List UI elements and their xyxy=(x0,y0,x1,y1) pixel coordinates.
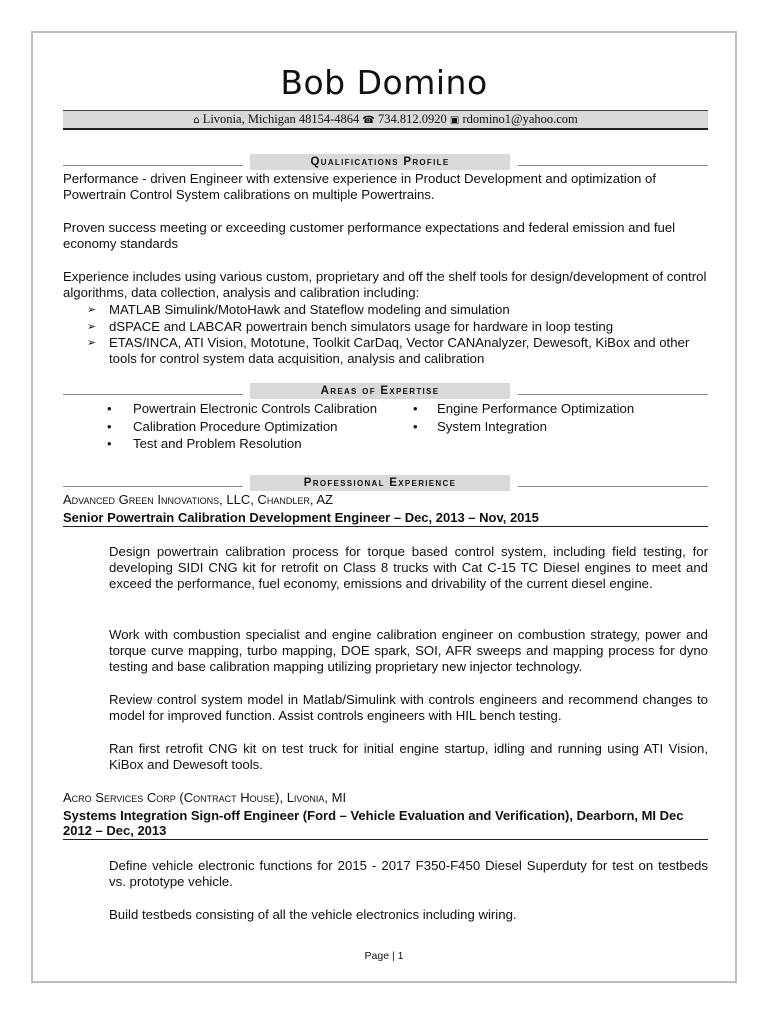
job-title: Systems Integration Sign-off Engineer (Ford – Vehicle Evaluation and Verification), Dearborn, MI Dec 2012 – Dec, 2013 xyxy=(63,808,708,840)
expertise-item: Test and Problem Resolution xyxy=(133,436,302,451)
job-title: Senior Powertrain Calibration Development Engineer – Dec, 2013 – Nov, 2015 xyxy=(63,510,708,527)
qualification-paragraph: Experience includes using various custom, proprietary and off the shelf tools for design/development of control algorithms, data collection, analysis and calibration including: xyxy=(63,269,707,300)
job-company: Acro Services Corp (Contract House), Livonia, MI xyxy=(63,790,347,805)
page-number: Page | 1 xyxy=(364,950,404,962)
section-qualifications xyxy=(63,154,708,170)
job-paragraph: Design powertrain calibration process for torque based control system, including field testing, for developing SIDI CNG kit for retrofit on Class 8 trucks with Cat C-15 TC Diesel engines to meet and exceed the performance, fuel economy, emissions and drivability of the current diesel engine. xyxy=(109,544,708,591)
divider xyxy=(518,165,708,166)
qualification-paragraph: Performance - driven Engineer with extensive experience in Product Development and optimization of Powertrain Control System calibrations on multiple Powertrains. xyxy=(63,171,657,202)
job-company: Advanced Green Innovations, LLC, Chandler, AZ xyxy=(63,492,333,507)
job-paragraph: Ran first retrofit CNG kit on test truck for initial engine startup, idling and running using ATI Vision, KiBox and Dewesoft tools. xyxy=(109,741,708,772)
divider xyxy=(63,394,243,395)
expertise-item: Powertrain Electronic Controls Calibration xyxy=(133,401,378,416)
section-title: Qualifications Profile xyxy=(250,154,510,170)
phone-icon: ☎ xyxy=(362,115,375,126)
bullet-icon: • xyxy=(413,401,418,416)
expertise-item: Calibration Procedure Optimization xyxy=(133,419,338,434)
section-title: Professional Experience xyxy=(250,475,510,491)
arrow-bullet-icon: ➢ xyxy=(87,336,97,349)
contact-location: Livonia, Michigan 48154-4864 xyxy=(202,112,360,126)
computer-icon: ▣ xyxy=(449,115,460,126)
job-paragraph: Build testbeds consisting of all the vehicle electronics including wiring. xyxy=(109,907,517,922)
expertise-item: Engine Performance Optimization xyxy=(437,401,635,416)
qualification-paragraph: Proven success meeting or exceeding customer performance expectations and federal emission and fuel economy standards xyxy=(63,220,676,251)
section-expertise xyxy=(63,383,708,399)
home-icon: ⌂ xyxy=(193,115,200,126)
tool-item: ETAS/INCA, ATI Vision, Mototune, Toolkit CarDaq, Vector CANAnalyzer, Dewesoft, KiBox and other tools for control system data acquisition, analysis and calibration xyxy=(109,335,690,366)
tool-item: MATLAB Simulink/MotoHawk and Stateflow modeling and simulation xyxy=(109,302,510,317)
tool-item: dSPACE and LABCAR powertrain bench simulators usage for hardware in loop testing xyxy=(109,319,614,334)
contact-bar xyxy=(63,110,708,130)
arrow-bullet-icon: ➢ xyxy=(87,320,97,333)
divider xyxy=(518,394,708,395)
job-paragraph: Review control system model in Matlab/Simulink with controls engineers and recommend changes to model for improved function. Assist controls engineers with HIL bench testing. xyxy=(109,692,708,723)
contact-phone: 734.812.0920 xyxy=(378,112,447,126)
section-experience xyxy=(63,475,708,491)
divider xyxy=(518,486,708,487)
divider xyxy=(63,165,243,166)
arrow-bullet-icon: ➢ xyxy=(87,303,97,316)
bullet-icon: • xyxy=(107,436,112,451)
bullet-icon: • xyxy=(107,419,112,434)
expertise-item: System Integration xyxy=(437,419,547,434)
job-paragraph: Define vehicle electronic functions for 2015 - 2017 F350-F450 Diesel Superduty for test on testbeds vs. prototype vehicle. xyxy=(109,858,708,889)
divider xyxy=(63,486,243,487)
bullet-icon: • xyxy=(413,419,418,434)
candidate-name: Bob Domino xyxy=(280,63,488,102)
job-paragraph: Work with combustion specialist and engine calibration engineer on combustion strategy, power and torque curve mapping, turbo mapping, DOE spark, SOI, AFR sweeps and mapping process for dyno testing and base calibration mapping utilizing proprietary new injector technology. xyxy=(109,627,708,674)
contact-email[interactable]: rdomino1@yahoo.com xyxy=(462,112,578,126)
bullet-icon: • xyxy=(107,401,112,416)
resume-page xyxy=(31,31,737,983)
section-title: Areas of Expertise xyxy=(250,383,510,399)
